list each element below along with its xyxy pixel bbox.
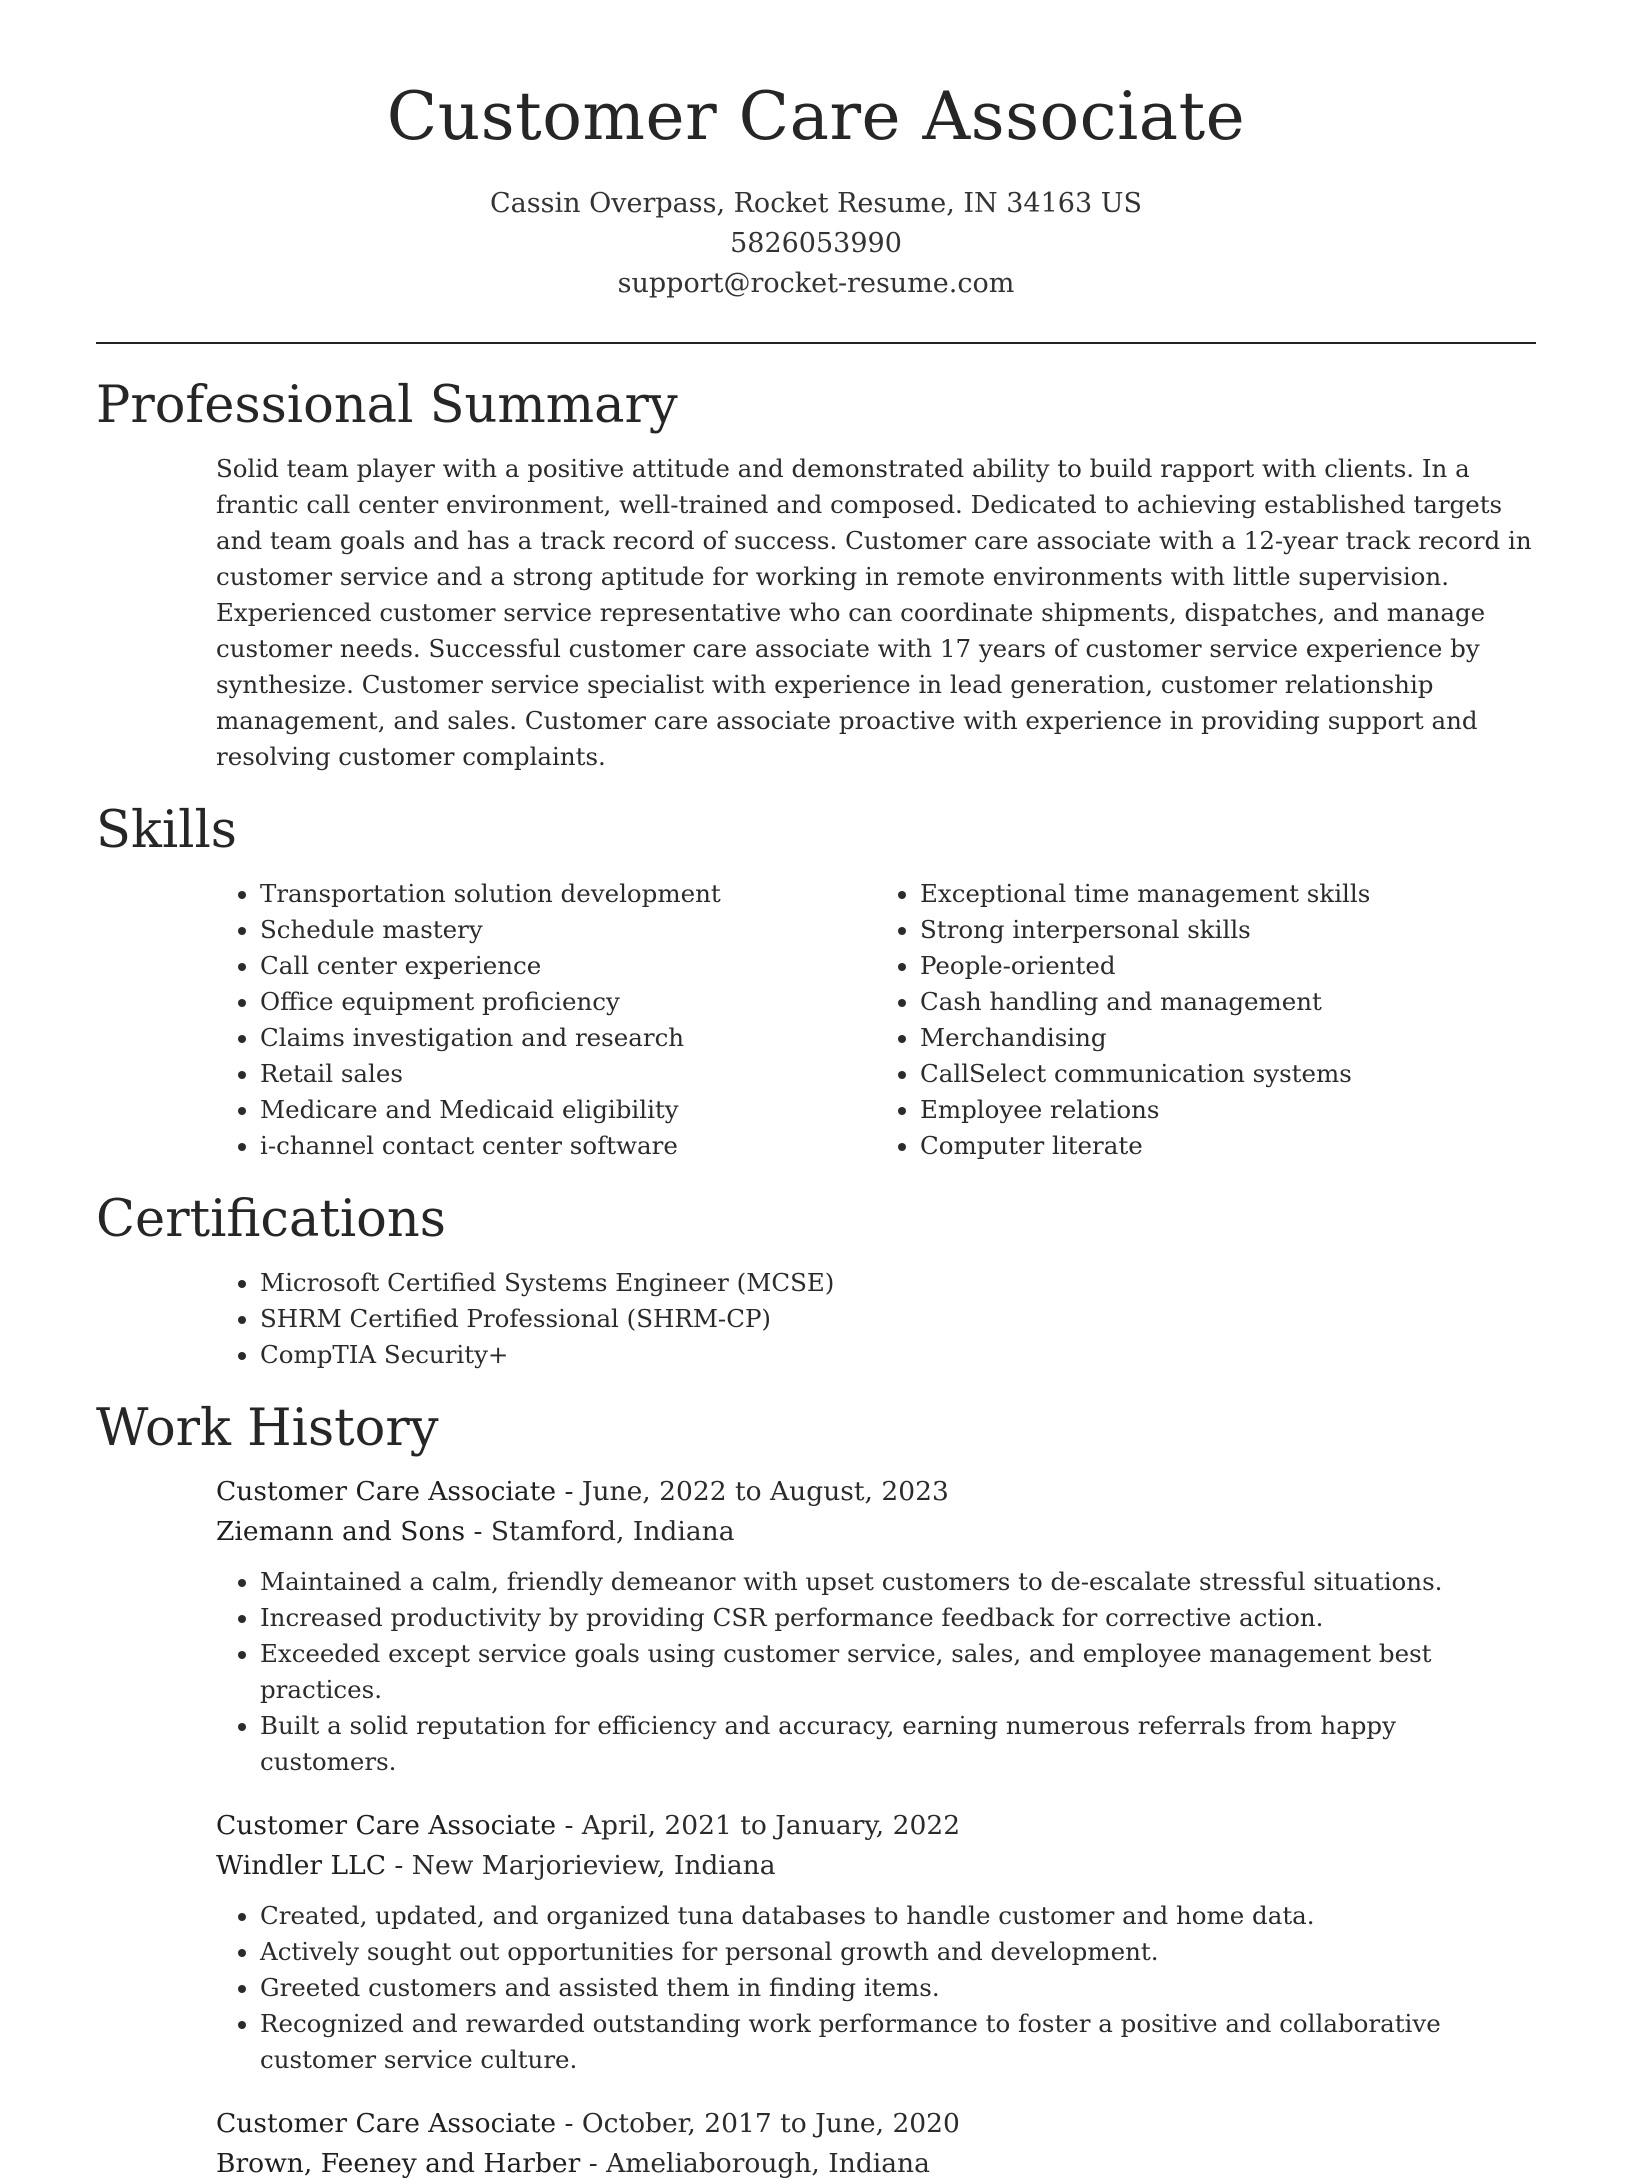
certification-item: • CompTIA Security+ <box>260 1337 1536 1373</box>
job-role: Customer Care Associate <box>216 1476 557 1507</box>
certifications-section <box>0 1190 1632 1373</box>
skills-columns <box>216 876 1536 1164</box>
job-company: Brown, Feeney and Harber <box>216 2148 581 2179</box>
skill-item: • Schedule mastery <box>260 912 876 948</box>
certification-item: • SHRM Certified Professional (SHRM-CP) <box>260 1301 1536 1337</box>
summary-title: Professional Summary <box>96 376 678 435</box>
job-company-line <box>216 1846 1536 1886</box>
job-bullets <box>216 1898 1536 2078</box>
work-history-title: Work History <box>96 1399 439 1458</box>
job-dates: - October, 2017 to June, 2020 <box>556 2108 960 2139</box>
skills-title: Skills <box>96 801 237 860</box>
job-entry <box>0 1472 1632 1780</box>
skill-item: • Cash handling and management <box>920 984 1536 1020</box>
skill-item: • Medicare and Medicaid eligibility <box>260 1092 876 1128</box>
job-company-line <box>216 1512 1536 1552</box>
skill-item: • Employee relations <box>920 1092 1536 1128</box>
job-bullet: • Increased productivity by providing CSR performance feedback for corrective action. <box>260 1600 1536 1636</box>
skill-item: • i-channel contact center software <box>260 1128 876 1164</box>
skills-list-left <box>216 876 876 1164</box>
job-location: - Ameliaborough, Indiana <box>580 2148 930 2179</box>
skill-item: • Office equipment proficiency <box>260 984 876 1020</box>
resume-header <box>0 0 1632 304</box>
job-bullets <box>216 1564 1536 1780</box>
job-role: Customer Care Associate <box>216 2108 557 2139</box>
skill-item: • Strong interpersonal skills <box>920 912 1536 948</box>
summary-text: Solid team player with a positive attitude and demonstrated ability to build rapport with clients. In a frantic call center environment, well-trained and composed. Dedicated to achieving established targets and team goals and has a track record of success. Customer care associate with a 12-year track record in customer service and a strong aptitude for working in remote environments with little supervision. Experienced customer service representative who can coordinate shipments, dispatches, and manage customer needs. Successful customer care associate with 17 years of customer service experience by synthesize. Customer service specialist with experience in lead generation, customer relationship management, and sales. Customer care associate proactive with experience in providing support and resolving customer complaints. <box>216 454 1532 771</box>
job-location: - New Marjorieview, Indiana <box>386 1850 776 1881</box>
job-title-line <box>216 1472 1536 1512</box>
certifications-title: Certifications <box>96 1190 446 1249</box>
candidate-name: Customer Care Associate <box>386 78 1246 155</box>
job-entry <box>0 2104 1632 2184</box>
contact-email: support@rocket-resume.com <box>617 268 1015 299</box>
job-bullet: • Exceeded except service goals using customer service, sales, and employee management best practices. <box>260 1636 1536 1708</box>
job-company-line <box>216 2144 1536 2184</box>
certification-item: • Microsoft Certified Systems Engineer (MCSE) <box>260 1265 1536 1301</box>
job-dates: - April, 2021 to January, 2022 <box>556 1810 961 1841</box>
skill-item: • Retail sales <box>260 1056 876 1092</box>
job-dates: - June, 2022 to August, 2023 <box>556 1476 949 1507</box>
job-title-line <box>216 2104 1536 2144</box>
skills-section <box>0 801 1632 1164</box>
job-bullet: • Built a solid reputation for efficiency and accuracy, earning numerous referrals from happy customers. <box>260 1708 1536 1780</box>
job-bullet: • Greeted customers and assisted them in finding items. <box>260 1970 1536 2006</box>
contact-phone: 5826053990 <box>730 228 902 259</box>
skill-item: • Claims investigation and research <box>260 1020 876 1056</box>
job-entry <box>0 1806 1632 2078</box>
job-title-line <box>216 1806 1536 1846</box>
summary-section <box>0 376 1632 775</box>
job-company: Windler LLC <box>216 1850 386 1881</box>
skill-item: • Computer literate <box>920 1128 1536 1164</box>
contact-address: Cassin Overpass, Rocket Resume, IN 34163 US <box>490 188 1142 219</box>
job-location: - Stamford, Indiana <box>465 1516 735 1547</box>
job-bullet: • Recognized and rewarded outstanding work performance to foster a positive and collaborative customer service culture. <box>260 2006 1536 2078</box>
job-company: Ziemann and Sons <box>216 1516 466 1547</box>
job-bullet: • Actively sought out opportunities for personal growth and development. <box>260 1934 1536 1970</box>
skill-item: • Merchandising <box>920 1020 1536 1056</box>
work-history-section <box>0 1399 1632 2184</box>
job-bullet: • Created, updated, and organized tuna databases to handle customer and home data. <box>260 1898 1536 1934</box>
skill-item: • CallSelect communication systems <box>920 1056 1536 1092</box>
job-bullet: • Maintained a calm, friendly demeanor with upset customers to de-escalate stressful situations. <box>260 1564 1536 1600</box>
skill-item: • People-oriented <box>920 948 1536 984</box>
job-role: Customer Care Associate <box>216 1810 557 1841</box>
skill-item: • Exceptional time management skills <box>920 876 1536 912</box>
skills-list-right <box>876 876 1536 1164</box>
certifications-list <box>216 1265 1536 1373</box>
skill-item: • Transportation solution development <box>260 876 876 912</box>
skill-item: • Call center experience <box>260 948 876 984</box>
contact-block <box>0 184 1632 304</box>
header-divider <box>96 342 1536 344</box>
